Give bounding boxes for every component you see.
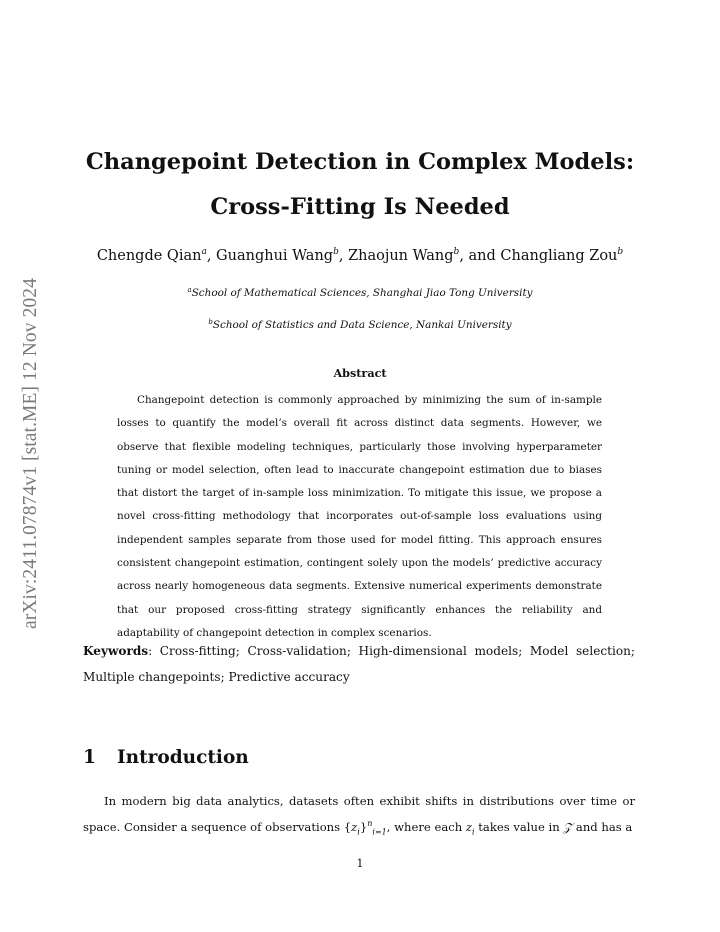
affiliation-a <box>80 286 640 299</box>
affiliation-text: School of Statistics and Data Science, Nankai University <box>212 319 512 331</box>
arxiv-identifier: arXiv:2411.07874v1 [stat.ME] 12 Nov 2024 <box>20 278 41 630</box>
math-subscript: i <box>472 826 475 836</box>
section-title: Introduction <box>117 747 249 768</box>
intro-paragraph <box>83 789 635 840</box>
math-superscript: n <box>367 818 373 828</box>
author-name: Zhaojun Wang <box>348 248 454 264</box>
section-heading <box>83 747 249 768</box>
affiliation-mark: a <box>187 286 192 294</box>
intro-text-segment: In modern big data analytics, datasets often exhibit shifts in distributions over time or space. Consider a sequence of observations <box>83 794 635 834</box>
page-number: 1 <box>356 857 364 870</box>
affiliation-mark: b <box>208 318 213 326</box>
intro-text-segment: takes value in <box>474 819 564 834</box>
abstract-heading: Abstract <box>333 366 387 380</box>
math-brace-close: } <box>359 819 368 834</box>
author-affiliation-mark: b <box>453 247 460 257</box>
math-variable: z <box>351 819 358 834</box>
keywords-block <box>83 638 635 690</box>
section-number: 1 <box>83 747 96 768</box>
math-space-symbol: 𝒵 <box>563 819 573 834</box>
math-brace-open: { <box>343 819 352 834</box>
affiliation-text: School of Mathematical Sciences, Shanghai Jiao Tong University <box>191 287 533 299</box>
author-separator: , and <box>459 248 501 264</box>
abstract-body <box>117 389 602 645</box>
affiliation-b <box>80 318 640 331</box>
author-affiliation-mark: b <box>333 247 339 257</box>
paper-title-line-2: Cross-Fitting Is Needed <box>210 194 510 220</box>
keywords-text: : Cross-fitting; Cross-validation; High-dimensional models; Model selection; Multiple changepoints; Predictive accuracy <box>83 644 635 684</box>
math-set-expression <box>344 820 387 834</box>
math-lower-index: i=1 <box>372 826 387 836</box>
author-name: Chengde Qian <box>96 248 202 264</box>
intro-text <box>83 789 635 840</box>
author-name: Changliang Zou <box>500 248 618 264</box>
author-affiliation-mark: b <box>617 247 624 257</box>
keywords-label: Keywords <box>83 644 149 658</box>
intro-text-segment: and has a <box>572 819 633 834</box>
abstract-paragraph: Changepoint detection is commonly approached by minimizing the sum of in-sample losses to quantify the model’s overall fit across distinct data segments. However, we observe that flexible modeling techniques, particularly those involving hyperparameter tuning or model selection, often lead to inaccurate changepoint estimation due to biases that distort the target of in-sample loss minimization. To mitigate this issue, we propose a novel cross-fitting methodology that incorporates out-of-sample loss evaluations using independent samples separate from those used for model fitting. This approach ensures consistent changepoint estimation, contingent solely upon the models’ predictive accuracy across nearly homogeneous data segments. Extensive numerical experiments demonstrate that our proposed cross-fitting strategy significantly enhances the reliability and adaptability of changepoint detection in complex scenarios. <box>117 394 602 639</box>
author-name: Guanghui Wang <box>216 248 334 264</box>
author-list <box>70 247 650 264</box>
math-subscript: i <box>357 826 360 836</box>
paper-title <box>80 140 640 230</box>
author-separator: , <box>338 248 349 264</box>
math-variable: z <box>465 819 472 834</box>
author-affiliation-mark: a <box>201 247 207 257</box>
author-separator: , <box>206 248 217 264</box>
paper-title-line-1: Changepoint Detection in Complex Models: <box>85 149 635 175</box>
intro-text-segment: , where each <box>386 819 466 834</box>
